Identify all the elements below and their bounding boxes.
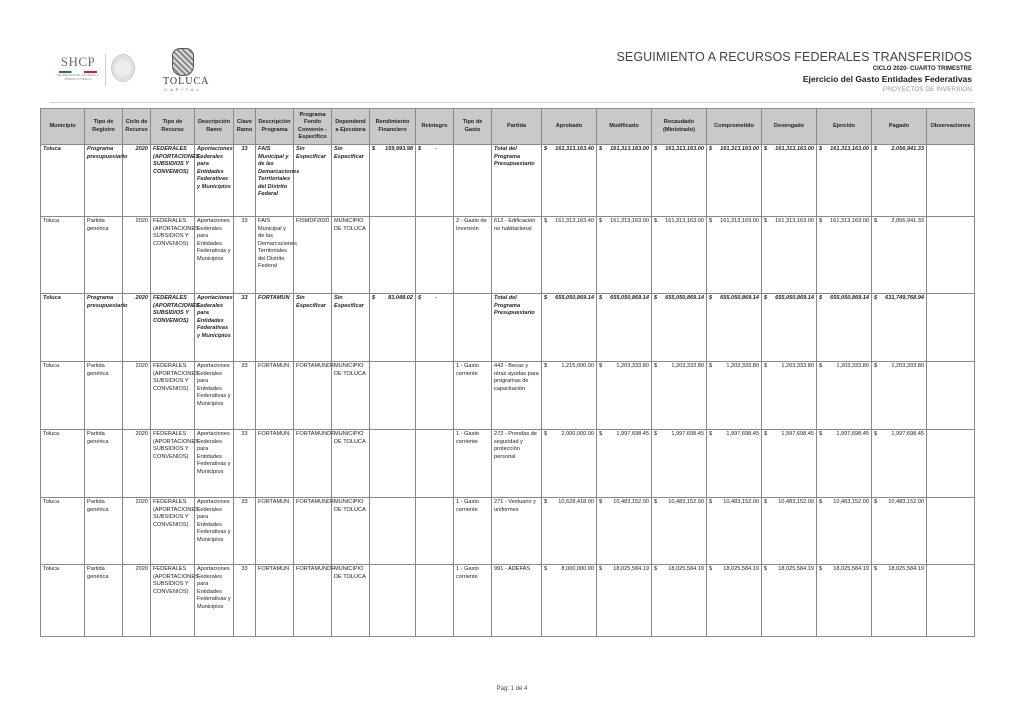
currency-symbol: $ [819, 218, 823, 224]
cell-programa-fondo: FORTAMUNDF [294, 498, 332, 565]
cell-desc-ramo: Aportaciones Federales para Entidades Federativas y Municipios [195, 498, 234, 565]
amount-value: 1,215,000.00 [561, 363, 594, 369]
currency-symbol: $ [764, 499, 768, 505]
cell-programa-fondo: FISMDF2020 [294, 217, 332, 294]
cell-modificado [597, 498, 652, 565]
amount-value: 161,313,163.00 [775, 218, 814, 224]
amount-value: 1,997,698.45 [781, 431, 814, 437]
cell-desc-programa: FORTAMUN [256, 430, 294, 498]
currency-symbol: $ [599, 295, 603, 301]
currency-symbol: $ [874, 295, 878, 301]
amount-value: 631,749,768.94 [885, 295, 924, 301]
amount-value: 655,050,869.14 [775, 295, 814, 301]
cell-desc-programa: FORTAMUN [256, 498, 294, 565]
cell-municipio: Toluca [41, 565, 85, 637]
cell-observaciones [927, 565, 975, 637]
column-header: Programa Fondo Convenio - Específico [294, 109, 332, 145]
currency-symbol: $ [418, 146, 422, 152]
cell-reintegro [416, 294, 454, 362]
cell-comprometido [707, 430, 762, 498]
currency-symbol: $ [819, 499, 823, 505]
shcp-logo-subtitle: SECRETARÍA DE HACIENDA Y CRÉDITO PÚBLICO [56, 73, 100, 81]
cell-tipo-recurso: FEDERALES (APORTACIONES, SUBSIDIOS Y CONVENIOS) [151, 430, 195, 498]
cell-programa-fondo: Sin Especificar [294, 294, 332, 362]
cell-programa-fondo: FORTAMUNDF [294, 565, 332, 637]
cell-observaciones [927, 430, 975, 498]
column-header: Descripción Programa [256, 109, 294, 145]
amount-value: 83,048.02 [388, 295, 413, 301]
cell-tipo-recurso: FEDERALES (APORTACIONES, SUBSIDIOS Y CONVENIOS) [151, 565, 195, 637]
cell-partida: Total del Programa Presupuestario [492, 294, 542, 362]
cell-pagado [872, 217, 927, 294]
cell-tipo-registro: Partida genérica [85, 498, 123, 565]
cell-devengado [762, 498, 817, 565]
cell-recaudado [652, 217, 707, 294]
cell-aprobado [542, 565, 597, 637]
column-header: Tipo de Gasto [454, 109, 492, 145]
table-row [41, 498, 975, 565]
report-subtitle: Ejercicio del Gasto Entidades Federativas [802, 74, 972, 84]
amount-value: 655,050,869.14 [830, 295, 869, 301]
cell-devengado [762, 217, 817, 294]
cell-aprobado [542, 430, 597, 498]
table-row [41, 362, 975, 430]
currency-symbol: $ [599, 146, 603, 152]
cell-reintegro [416, 145, 454, 217]
table-header-row [41, 109, 975, 145]
cell-partida: Total del Programa Presupuestario [492, 145, 542, 217]
cell-programa-fondo: FORTAMUNDF [294, 362, 332, 430]
currency-symbol: $ [819, 295, 823, 301]
column-header: Modificado [597, 109, 652, 145]
logo-divider [105, 54, 106, 86]
cell-dependencia: MUNICIPIO DE TOLUCA [332, 430, 370, 498]
cell-observaciones [927, 362, 975, 430]
amount-value: 1,203,333.80 [781, 363, 814, 369]
cell-pagado [872, 294, 927, 362]
currency-symbol: $ [544, 146, 548, 152]
cell-ejercido [817, 294, 872, 362]
cell-tipo-registro: Programa presupuestario [85, 145, 123, 217]
currency-symbol: $ [764, 295, 768, 301]
cell-ciclo: 2020 [123, 145, 151, 217]
cell-ciclo: 2020 [123, 294, 151, 362]
currency-symbol: $ [599, 363, 603, 369]
amount-value: 159,993.98 [385, 146, 413, 152]
amount-value: 8,000,000.00 [561, 566, 594, 572]
currency-symbol: $ [874, 499, 878, 505]
shcp-logo [55, 54, 101, 81]
currency-symbol: $ [764, 566, 768, 572]
currency-symbol: $ [709, 363, 713, 369]
cell-municipio: Toluca [41, 294, 85, 362]
amount-value: 1,997,698.45 [671, 431, 704, 437]
amount-value: 2,056,941.33 [891, 146, 924, 152]
cell-rendimiento [370, 362, 416, 430]
cell-clave-ramo: 33 [234, 430, 256, 498]
report-section: PROYECTOS DE INVERSION [882, 86, 972, 93]
currency-symbol: $ [709, 431, 713, 437]
cell-programa-fondo: FORTAMUNDF [294, 430, 332, 498]
currency-symbol: $ [544, 566, 548, 572]
toluca-logo-text: TOLUCA [163, 76, 210, 87]
column-header: Descripción Ramo [195, 109, 234, 145]
column-header: Comprometido [707, 109, 762, 145]
cell-tipo-recurso: FEDERALES (APORTACIONES, SUBSIDIOS Y CONVENIOS) [151, 145, 195, 217]
cell-tipo-gasto: 1 - Gasto corriente [454, 362, 492, 430]
currency-symbol: $ [544, 218, 548, 224]
cell-programa-fondo: Sin Especificar [294, 145, 332, 217]
currency-symbol: $ [544, 499, 548, 505]
cell-reintegro [416, 565, 454, 637]
cell-tipo-gasto: 2 - Gasto de Inversión [454, 217, 492, 294]
cell-desc-ramo: Aportaciones Federales para Entidades Federativas y Municipios [195, 362, 234, 430]
currency-symbol: $ [372, 295, 376, 301]
currency-symbol: $ [654, 566, 658, 572]
currency-symbol: $ [599, 499, 603, 505]
cell-desc-programa: FORTAMUN [256, 362, 294, 430]
amount-value: 161,313,163.00 [720, 146, 759, 152]
cell-pagado [872, 430, 927, 498]
cell-municipio: Toluca [41, 362, 85, 430]
cell-reintegro [416, 498, 454, 565]
cell-ciclo: 2020 [123, 362, 151, 430]
currency-symbol: $ [654, 431, 658, 437]
amount-value: 18,025,584.19 [833, 566, 869, 572]
cell-tipo-gasto [454, 145, 492, 217]
currency-symbol: $ [874, 218, 878, 224]
cell-desc-ramo: Aportaciones Federales para Entidades Federativas y Municipios [195, 145, 234, 217]
currency-symbol: $ [599, 566, 603, 572]
amount-value: 1,203,333.80 [671, 363, 704, 369]
amount-value: 161,313,163.00 [775, 146, 814, 152]
cell-tipo-registro: Partida genérica [85, 217, 123, 294]
currency-symbol: $ [599, 218, 603, 224]
cell-modificado [597, 294, 652, 362]
currency-symbol: $ [764, 146, 768, 152]
cell-observaciones [927, 498, 975, 565]
cell-clave-ramo: 33 [234, 498, 256, 565]
cell-clave-ramo: 33 [234, 145, 256, 217]
cell-pagado [872, 498, 927, 565]
amount-value: 18,025,584.19 [888, 566, 924, 572]
amount-value: 161,313,163.00 [665, 218, 704, 224]
column-header: Aprobado [542, 109, 597, 145]
cell-ciclo: 2020 [123, 430, 151, 498]
cell-partida: 272 - Prendas de seguridad y protección personal [492, 430, 542, 498]
cell-ciclo: 2020 [123, 217, 151, 294]
amount-value: 161,313,163.00 [830, 218, 869, 224]
cell-comprometido [707, 294, 762, 362]
table-row [41, 430, 975, 498]
column-header: Dependend a Ejecutora [332, 109, 370, 145]
cell-modificado [597, 362, 652, 430]
table-row [41, 565, 975, 637]
cell-dependencia: MUNICIPIO DE TOLUCA [332, 217, 370, 294]
cell-aprobado [542, 498, 597, 565]
cell-recaudado [652, 362, 707, 430]
cell-tipo-registro: Partida genérica [85, 362, 123, 430]
report-cycle: CICLO 2020- CUARTO TRIMESTRE [872, 66, 972, 72]
currency-symbol: $ [654, 218, 658, 224]
amount-value: 18,025,584.19 [723, 566, 759, 572]
cell-partida: 612 - Edificación no habitacional [492, 217, 542, 294]
table-row-summary [41, 294, 975, 362]
cell-devengado [762, 294, 817, 362]
cell-recaudado [652, 430, 707, 498]
cell-modificado [597, 430, 652, 498]
amount-value: 1,203,333.80 [616, 363, 649, 369]
cell-desc-ramo: Aportaciones Federales para Entidades Federativas y Municipios [195, 430, 234, 498]
cell-desc-ramo: Aportaciones Federales para Entidades Federativas y Municipios [195, 217, 234, 294]
cell-comprometido [707, 362, 762, 430]
currency-symbol: $ [819, 431, 823, 437]
column-header: Tipo de Registro [85, 109, 123, 145]
currency-symbol: $ [874, 363, 878, 369]
currency-symbol: $ [654, 146, 658, 152]
amount-value: 2,000,000.00 [561, 431, 594, 437]
cell-recaudado [652, 145, 707, 217]
currency-symbol: $ [544, 363, 548, 369]
currency-symbol: $ [874, 431, 878, 437]
cell-comprometido [707, 565, 762, 637]
column-header: Ciclo de Recurso [123, 109, 151, 145]
amount-value: 161,313,163.00 [665, 146, 704, 152]
cell-reintegro [416, 217, 454, 294]
cell-ejercido [817, 498, 872, 565]
cell-tipo-recurso: FEDERALES (APORTACIONES, SUBSIDIOS Y CONVENIOS) [151, 217, 195, 294]
cell-clave-ramo: 33 [234, 217, 256, 294]
cell-tipo-registro: Partida genérica [85, 565, 123, 637]
currency-symbol: $ [654, 295, 658, 301]
currency-symbol: $ [709, 295, 713, 301]
cell-observaciones [927, 294, 975, 362]
cell-desc-programa: FAIS Municipal y de las Demarcaciones Territoriales del Distrito Federal [256, 145, 294, 217]
cell-clave-ramo: 33 [234, 565, 256, 637]
table-row [41, 217, 975, 294]
cell-devengado [762, 145, 817, 217]
column-header: Ejercido [817, 109, 872, 145]
column-header: Clave Ramo [234, 109, 256, 145]
toluca-logo [163, 48, 210, 92]
amount-value: 161,313,163.00 [830, 146, 869, 152]
report-title: SEGUIMIENTO A RECURSOS FEDERALES TRANSFERIDOS [616, 50, 972, 64]
amount-value: 18,025,584.19 [668, 566, 704, 572]
cell-dependencia: MUNICIPIO DE TOLUCA [332, 362, 370, 430]
cell-observaciones [927, 217, 975, 294]
cell-rendimiento [370, 145, 416, 217]
amount-value: 10,628,418.00 [558, 499, 594, 505]
cell-modificado [597, 217, 652, 294]
cell-reintegro [416, 430, 454, 498]
amount-value: 655,050,869.14 [665, 295, 704, 301]
amount-value: 10,483,152.00 [778, 499, 814, 505]
amount-value: 10,483,152.00 [833, 499, 869, 505]
cell-ejercido [817, 362, 872, 430]
column-header: Municipio [41, 109, 85, 145]
cell-observaciones [927, 145, 975, 217]
cell-rendimiento [370, 565, 416, 637]
currency-symbol: $ [819, 566, 823, 572]
cell-municipio: Toluca [41, 145, 85, 217]
cell-desc-programa: FAIS Municipal y de las Demarcaciones Territoriales del Distrito Federal [256, 217, 294, 294]
column-header: Tipo de Recurso [151, 109, 195, 145]
amount-value: 1,203,333.80 [891, 363, 924, 369]
currency-symbol: $ [764, 431, 768, 437]
amount-value: - [435, 295, 437, 301]
currency-symbol: $ [819, 146, 823, 152]
cell-tipo-registro: Programa presupuestario [85, 294, 123, 362]
cell-tipo-gasto: 1 - Gasto corriente [454, 430, 492, 498]
cell-aprobado [542, 217, 597, 294]
column-header: Rendimiento Financiero [370, 109, 416, 145]
currency-symbol: $ [874, 566, 878, 572]
amount-value: 10,483,152.00 [613, 499, 649, 505]
cell-ejercido [817, 217, 872, 294]
amount-value: 1,203,333.80 [836, 363, 869, 369]
currency-symbol: $ [544, 295, 548, 301]
cell-municipio: Toluca [41, 430, 85, 498]
amount-value: 1,997,698.45 [726, 431, 759, 437]
cell-ejercido [817, 430, 872, 498]
column-header: Pagado [872, 109, 927, 145]
amount-value: 2,056,941.33 [891, 218, 924, 224]
amount-value: 10,483,152.00 [668, 499, 704, 505]
amount-value: 161,313,163.40 [555, 146, 594, 152]
amount-value: 1,997,698.45 [891, 431, 924, 437]
currency-symbol: $ [654, 363, 658, 369]
amount-value: 161,313,163.00 [610, 146, 649, 152]
cell-pagado [872, 145, 927, 217]
cell-devengado [762, 565, 817, 637]
cell-aprobado [542, 294, 597, 362]
table-row-summary [41, 145, 975, 217]
column-header: Reintegro [416, 109, 454, 145]
cell-rendimiento [370, 498, 416, 565]
cell-pagado [872, 565, 927, 637]
cell-ejercido [817, 565, 872, 637]
cell-reintegro [416, 362, 454, 430]
cell-recaudado [652, 498, 707, 565]
cell-ejercido [817, 145, 872, 217]
amount-value: 18,025,584.19 [613, 566, 649, 572]
column-header: Partida [492, 109, 542, 145]
cell-rendimiento [370, 430, 416, 498]
cell-modificado [597, 145, 652, 217]
cell-recaudado [652, 294, 707, 362]
cell-recaudado [652, 565, 707, 637]
currency-symbol: $ [654, 499, 658, 505]
amount-value: 161,313,163.00 [610, 218, 649, 224]
amount-value: 655,050,869.14 [720, 295, 759, 301]
amount-value: 655,050,869.14 [555, 295, 594, 301]
cell-tipo-gasto: 1 - Gasto corriente [454, 498, 492, 565]
amount-value: 1,997,698.45 [836, 431, 869, 437]
column-header: Observaciones [927, 109, 975, 145]
cell-devengado [762, 430, 817, 498]
cell-aprobado [542, 145, 597, 217]
cell-rendimiento [370, 294, 416, 362]
currency-symbol: $ [709, 566, 713, 572]
amount-value: 1,203,333.80 [726, 363, 759, 369]
cell-tipo-recurso: FEDERALES (APORTACIONES, SUBSIDIOS Y CONVENIOS) [151, 498, 195, 565]
cell-dependencia: Sin Especificar [332, 145, 370, 217]
cell-comprometido [707, 217, 762, 294]
cell-ciclo: 2020 [123, 498, 151, 565]
mexico-seal-icon [111, 54, 135, 82]
cell-clave-ramo: 33 [234, 294, 256, 362]
column-header: Devengado [762, 109, 817, 145]
report-header [616, 50, 972, 94]
cell-desc-programa: FORTAMUN [256, 294, 294, 362]
toluca-logo-subtitle: CAPITAL [164, 87, 202, 92]
cell-ciclo: 2020 [123, 565, 151, 637]
cell-dependencia: MUNICIPIO DE TOLUCA [332, 498, 370, 565]
cell-desc-programa: FORTAMUN [256, 565, 294, 637]
currency-symbol: $ [819, 363, 823, 369]
amount-value: - [435, 146, 437, 152]
amount-value: 161,313,163.00 [720, 218, 759, 224]
amount-value: 18,025,584.19 [778, 566, 814, 572]
currency-symbol: $ [709, 499, 713, 505]
cell-partida: 271 - Vestuario y uniformes [492, 498, 542, 565]
cell-tipo-gasto: 1 - Gasto corriente [454, 565, 492, 637]
cell-partida: 442 - Becas y otras ayudas para programas de capacitación [492, 362, 542, 430]
currency-symbol: $ [599, 431, 603, 437]
page-number: Pag: 1 de 4 [496, 686, 528, 692]
cell-municipio: Toluca [41, 217, 85, 294]
currency-symbol: $ [764, 363, 768, 369]
cell-desc-ramo: Aportaciones Federales para Entidades Federativas y Municipios [195, 565, 234, 637]
currency-symbol: $ [418, 295, 422, 301]
amount-value: 161,313,163.40 [555, 218, 594, 224]
cell-tipo-registro: Partida genérica [85, 430, 123, 498]
cell-pagado [872, 362, 927, 430]
currency-symbol: $ [764, 218, 768, 224]
cell-comprometido [707, 498, 762, 565]
amount-value: 655,050,869.14 [610, 295, 649, 301]
cell-modificado [597, 565, 652, 637]
cell-desc-ramo: Aportaciones Federales para Entidades Federativas y Municipios [195, 294, 234, 362]
cell-municipio: Toluca [41, 498, 85, 565]
cell-dependencia: MUNICIPIO DE TOLUCA [332, 565, 370, 637]
shcp-logo-text: SHCP [60, 54, 96, 69]
cell-aprobado [542, 362, 597, 430]
cell-devengado [762, 362, 817, 430]
cell-tipo-gasto [454, 294, 492, 362]
currency-symbol: $ [709, 146, 713, 152]
currency-symbol: $ [874, 146, 878, 152]
amount-value: 10,483,152.00 [723, 499, 759, 505]
cell-dependencia: Sin Especificar [332, 294, 370, 362]
cell-partida: 991 - ADEFAS [492, 565, 542, 637]
cell-rendimiento [370, 217, 416, 294]
currency-symbol: $ [709, 218, 713, 224]
toluca-crest-icon [172, 48, 194, 76]
expenditure-table [40, 108, 975, 637]
cell-tipo-recurso: FEDERALES (APORTACIONES, SUBSIDIOS Y CONVENIOS) [151, 362, 195, 430]
currency-symbol: $ [372, 146, 376, 152]
currency-symbol: $ [544, 431, 548, 437]
cell-comprometido [707, 145, 762, 217]
amount-value: 1,997,698.45 [616, 431, 649, 437]
cell-tipo-recurso: FEDERALES (APORTACIONES, SUBSIDIOS Y CONVENIOS) [151, 294, 195, 362]
cell-clave-ramo: 33 [234, 362, 256, 430]
header-divider [50, 102, 974, 103]
amount-value: 10,483,152.00 [888, 499, 924, 505]
column-header: Recaudado (Ministrado) [652, 109, 707, 145]
